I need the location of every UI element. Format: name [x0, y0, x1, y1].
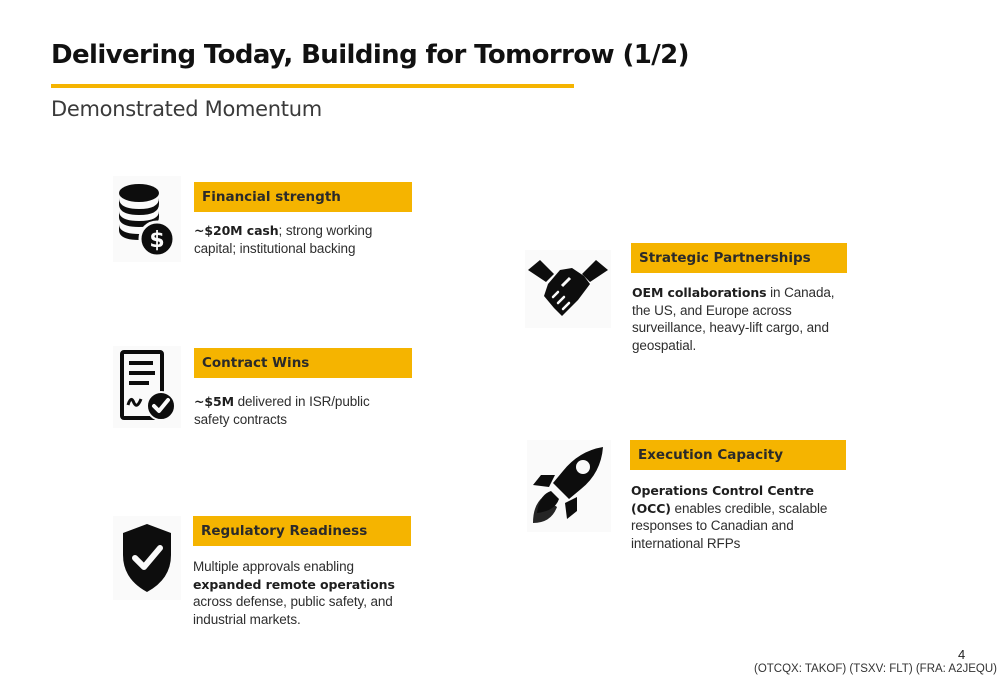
page-number: 4	[958, 647, 966, 662]
contract-wins-text: ~$5M delivered in ISR/public safety contracts	[194, 394, 370, 427]
rocket-icon	[527, 440, 611, 532]
slide-title: Delivering Today, Building for Tomorrow (1/2)	[51, 40, 689, 70]
slide-subtitle: Demonstrated Momentum	[51, 97, 322, 121]
contract-wins-heading: Contract Wins	[194, 348, 412, 378]
execution-capacity-text: Operations Control Centre (OCC) enables credible, scalable responses to Canadian and international RFPs	[631, 483, 828, 551]
svg-text:$: $	[149, 228, 165, 253]
handshake-icon	[525, 250, 611, 328]
regulatory-readiness-text: Multiple approvals enabling expanded remote operations across defense, public safety, and industrial markets.	[193, 559, 395, 627]
strategic-partnerships-text: OEM collaborations in Canada, the US, and Europe across surveillance, heavy-lift cargo, and geospatial.	[632, 285, 835, 353]
shield-check-icon	[113, 516, 181, 600]
strategic-partnerships-heading: Strategic Partnerships	[631, 243, 847, 273]
contract-check-icon	[113, 346, 181, 428]
regulatory-readiness-heading: Regulatory Readiness	[193, 516, 411, 546]
financial-strength-heading: Financial strength	[194, 182, 412, 212]
ticker-footer: (OTCQX: TAKOF) (TSXV: FLT) (FRA: A2JEQU)	[753, 663, 997, 675]
coins-dollar-icon	[113, 176, 181, 262]
financial-strength-text: ~$20M cash; strong working capital; institutional backing	[194, 223, 373, 256]
execution-capacity-heading: Execution Capacity	[630, 440, 846, 470]
title-underline	[51, 84, 574, 88]
